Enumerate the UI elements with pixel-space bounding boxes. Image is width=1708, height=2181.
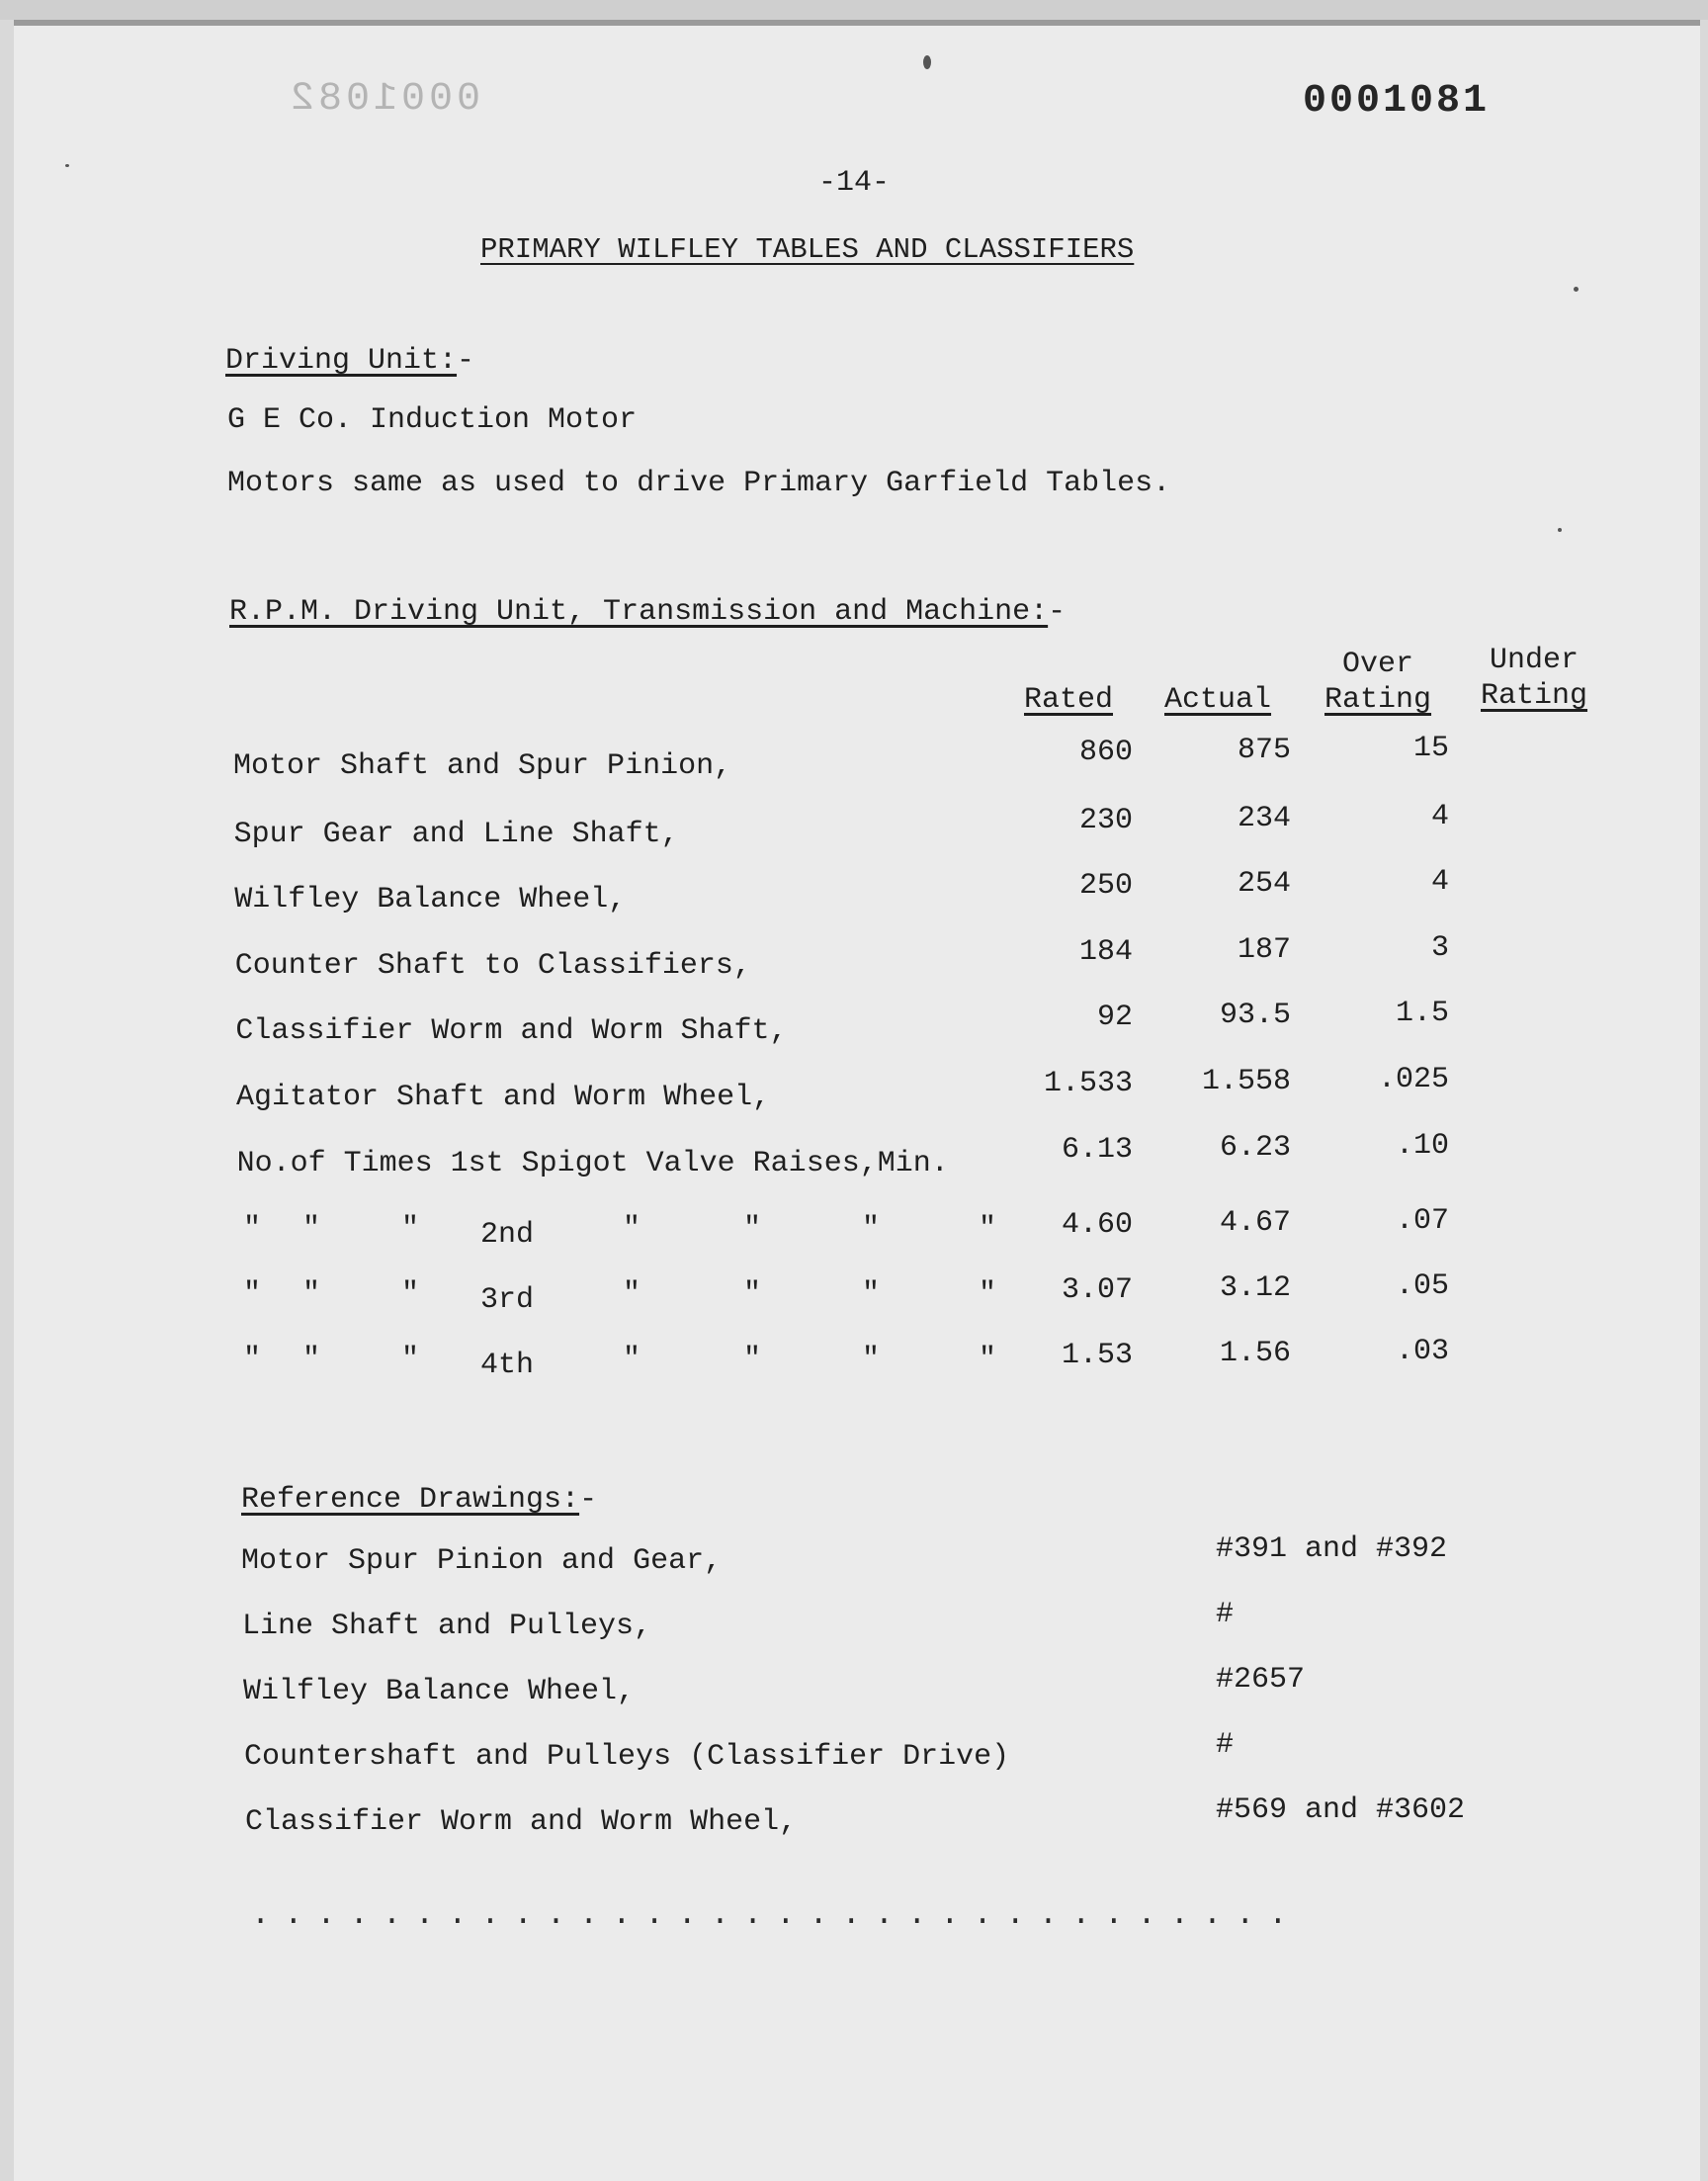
rpm-heading-text: R.P.M. Driving Unit, Transmission and Machine: <box>229 595 1049 629</box>
ditto-mark: " <box>979 1212 997 1246</box>
reference-drawing-number: #569 and #3602 <box>1216 1793 1466 1827</box>
rpm-cell-over: .05 <box>1395 1269 1449 1303</box>
reference-label: Classifier Worm and Worm Wheel, <box>245 1805 798 1839</box>
rpm-cell-actual: 1.56 <box>1219 1337 1291 1370</box>
col-header-under <box>1481 643 1587 714</box>
rpm-heading-suffix: - <box>1048 595 1067 629</box>
rpm-cell-rated: 860 <box>1078 736 1133 769</box>
rpm-row-label: Counter Shaft to Classifiers, <box>234 948 751 983</box>
driving-unit-line: Motors same as used to drive Primary Garfield Tables. <box>227 467 1171 500</box>
rpm-cell-over: 15 <box>1412 732 1449 765</box>
reference-drawing-number: #391 and #392 <box>1216 1532 1448 1566</box>
rpm-cell-over: 3 <box>1430 930 1449 965</box>
ditto-mark: " <box>243 1277 262 1311</box>
rpm-cell-actual: 187 <box>1237 932 1291 967</box>
ditto-mark: " <box>401 1343 420 1376</box>
scan-speck <box>1574 287 1579 292</box>
ditto-mark: " <box>401 1212 420 1246</box>
reference-label: Countershaft and Pulleys (Classifier Drive) <box>244 1740 1010 1774</box>
rpm-cell-rated: 184 <box>1078 934 1133 969</box>
ditto-mark: " <box>302 1277 321 1311</box>
ditto-mark: " <box>302 1212 321 1246</box>
rpm-row-label: Spur Gear and Line Shaft, <box>233 817 679 851</box>
reference-drawing-number: # <box>1216 1728 1235 1762</box>
reference-drawing-number: # <box>1216 1598 1235 1631</box>
rpm-cell-rated: 4.60 <box>1061 1208 1133 1242</box>
rpm-cell-rated: 92 <box>1096 1001 1133 1035</box>
rpm-row-label: Wilfley Balance Wheel, <box>234 883 627 917</box>
reference-drawing-number: #2657 <box>1216 1663 1306 1697</box>
driving-unit-heading-text: Driving Unit: <box>225 344 458 378</box>
col-header-actual-text: Actual <box>1164 683 1272 717</box>
rpm-heading <box>229 595 1066 629</box>
rpm-cell-actual: 1.558 <box>1201 1065 1291 1098</box>
ditto-mark: " <box>623 1212 641 1246</box>
driving-unit-heading <box>225 344 474 378</box>
rpm-cell-rated: 6.13 <box>1061 1132 1133 1167</box>
rpm-cell-over: .025 <box>1377 1063 1449 1096</box>
rpm-cell-rated: 250 <box>1078 869 1133 904</box>
scan-speck <box>1558 528 1562 532</box>
reference-heading <box>241 1483 597 1517</box>
rpm-cell-rated: 3.07 <box>1061 1273 1133 1307</box>
footer-dots: ................................ <box>251 1896 1302 1933</box>
rpm-cell-actual: 93.5 <box>1219 999 1291 1033</box>
col-header-under-bottom: Rating <box>1481 679 1588 713</box>
col-header-under-top: Under <box>1490 644 1580 677</box>
col-header-actual <box>1164 682 1271 718</box>
reference-label: Line Shaft and Pulleys, <box>242 1610 652 1643</box>
rpm-row-label: Classifier Worm and Worm Shaft, <box>235 1014 788 1049</box>
rpm-row-label: No.of Times 1st Spigot Valve Raises,Min. <box>236 1146 949 1180</box>
reference-heading-suffix: - <box>579 1483 598 1517</box>
rpm-cell-actual: 3.12 <box>1219 1271 1291 1305</box>
ditto-mark: " <box>302 1343 321 1376</box>
ditto-mark: " <box>979 1343 997 1376</box>
ditto-mark: " <box>979 1277 997 1311</box>
driving-unit-line: G E Co. Induction Motor <box>227 403 638 437</box>
driving-unit-heading-suffix: - <box>457 344 475 378</box>
col-header-rated <box>1024 682 1113 718</box>
rpm-cell-actual: 875 <box>1237 734 1291 767</box>
col-header-over <box>1324 647 1431 718</box>
doc-number: 0001081 <box>1303 79 1491 124</box>
scan-speck <box>65 164 69 167</box>
rpm-cell-rated: 1.533 <box>1043 1067 1133 1100</box>
ditto-mark: " <box>743 1212 762 1246</box>
page-edge <box>0 0 1708 20</box>
rpm-cell-over: 4 <box>1430 865 1449 900</box>
col-header-over-bottom: Rating <box>1324 683 1432 717</box>
ditto-mark: " <box>862 1343 881 1376</box>
reference-heading-text: Reference Drawings: <box>241 1483 580 1517</box>
ditto-ordinal: 4th <box>480 1349 535 1382</box>
ditto-mark: " <box>862 1277 881 1311</box>
rpm-cell-rated: 230 <box>1078 803 1133 837</box>
ditto-mark: " <box>401 1277 420 1311</box>
ditto-mark: " <box>862 1212 881 1246</box>
ditto-ordinal: 3rd <box>480 1283 535 1317</box>
rpm-cell-rated: 1.53 <box>1061 1339 1133 1372</box>
page-number: -14- <box>818 166 891 200</box>
rpm-cell-actual: 234 <box>1237 801 1291 835</box>
ditto-mark: " <box>743 1343 762 1376</box>
rpm-cell-over: .07 <box>1395 1204 1449 1238</box>
ditto-mark: " <box>743 1277 762 1311</box>
col-header-over-top: Over <box>1342 648 1414 681</box>
ditto-mark: " <box>623 1343 641 1376</box>
rpm-cell-over: 4 <box>1430 799 1449 833</box>
ditto-mark: " <box>243 1212 262 1246</box>
reference-label: Motor Spur Pinion and Gear, <box>241 1544 723 1578</box>
ditto-mark: " <box>623 1277 641 1311</box>
rpm-row-label: Motor Shaft and Spur Pinion, <box>233 749 732 783</box>
page-title: PRIMARY WILFLEY TABLES AND CLASSIFIERS <box>480 233 1135 266</box>
rpm-row-label: Agitator Shaft and Worm Wheel, <box>236 1081 771 1114</box>
rpm-cell-actual: 6.23 <box>1219 1130 1291 1165</box>
reference-label: Wilfley Balance Wheel, <box>243 1675 636 1708</box>
rpm-cell-over: 1.5 <box>1395 997 1449 1031</box>
rpm-cell-actual: 254 <box>1237 867 1291 902</box>
faded-doc-number: 0001082 <box>287 77 481 122</box>
rpm-cell-actual: 4.67 <box>1219 1206 1291 1240</box>
rpm-cell-over: .03 <box>1395 1335 1449 1368</box>
scan-speck <box>923 55 931 69</box>
ditto-ordinal: 2nd <box>480 1218 535 1252</box>
col-header-rated-text: Rated <box>1024 683 1114 717</box>
ditto-mark: " <box>243 1343 262 1376</box>
rpm-cell-over: .10 <box>1395 1128 1449 1163</box>
